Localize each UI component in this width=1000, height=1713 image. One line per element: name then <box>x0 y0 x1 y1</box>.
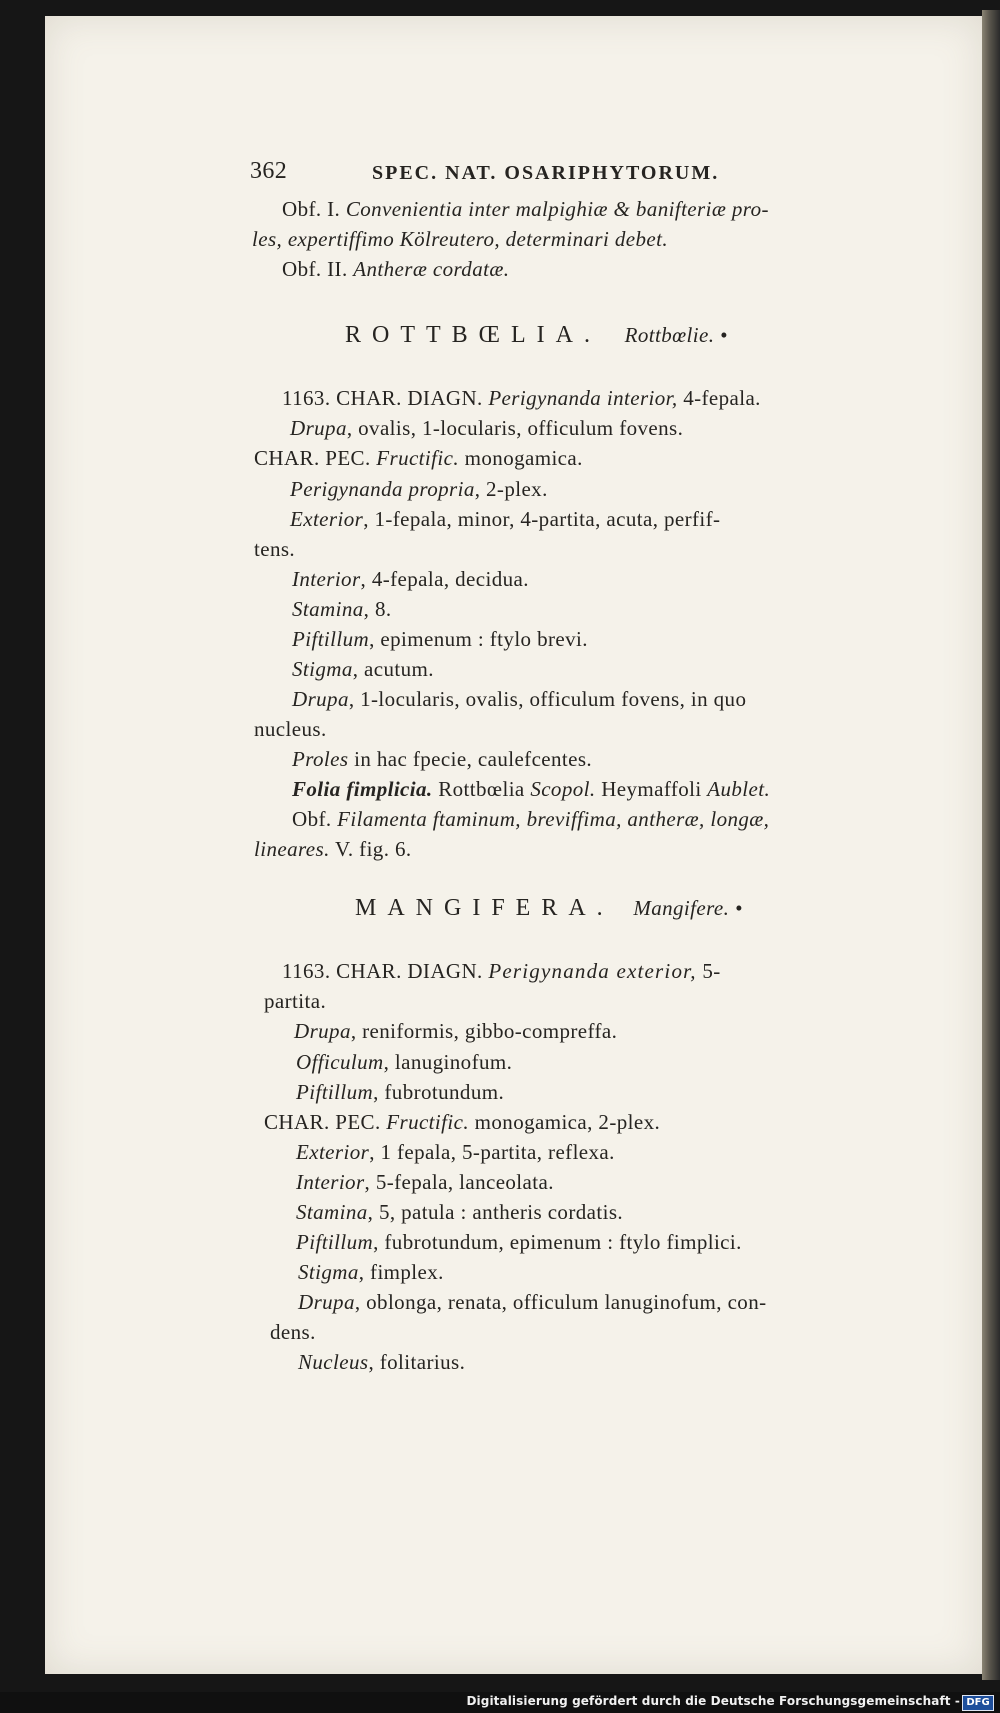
text-line <box>298 1349 465 1375</box>
text-line <box>296 1139 615 1165</box>
text-line: dens. <box>270 1320 316 1344</box>
text-line <box>296 1169 554 1195</box>
obs1-label: Obf. I. <box>282 197 341 221</box>
text-line <box>264 1109 660 1135</box>
char-diagn-label: 1163. CHAR. DIAGN. <box>282 959 483 983</box>
text-line <box>290 415 683 441</box>
line-author: Scopol. <box>530 777 596 801</box>
intro-line-3 <box>282 256 509 282</box>
line-term: Stamina <box>292 597 364 621</box>
line-desc: , 4-fepala, decidua. <box>360 567 529 591</box>
line-desc: , epimenum : ftylo brevi. <box>369 627 588 651</box>
page-number: 362 <box>250 158 288 184</box>
line-term: Perigynanda interior, <box>488 386 678 410</box>
line-desc: , reniformis, gibbo-compreffa. <box>350 1019 618 1043</box>
text-line <box>294 1018 617 1044</box>
line-term: Fructific. <box>386 1110 469 1134</box>
text-line <box>282 385 761 411</box>
line-desc: , fubrotundum, epimenum : ftylo fimplici. <box>373 1230 742 1254</box>
line-desc: , lanuginofum. <box>383 1050 513 1074</box>
line-desc: monogamica, 2-plex. <box>474 1110 661 1134</box>
text-line: tens. <box>254 537 296 561</box>
char-diagn-label: 1163. CHAR. DIAGN. <box>282 386 483 410</box>
line-desc: , fubrotundum. <box>373 1080 505 1104</box>
text-line <box>292 656 434 682</box>
text-line <box>292 746 592 772</box>
genus-name: MANGIFERA. <box>355 895 614 921</box>
genus-name: ROTTBŒLIA. <box>345 322 601 348</box>
line-desc: , fimplex. <box>358 1260 444 1284</box>
line-desc: 4-fepala. <box>683 386 761 410</box>
obs1-text: Convenientia inter malpighiæ & banifteriæ pro- <box>345 197 769 221</box>
line-desc: , folitarius. <box>368 1350 466 1374</box>
section-title-rottboelia <box>345 322 728 348</box>
text-line: partita. <box>264 989 327 1013</box>
line-term: Exterior <box>290 507 364 531</box>
line-term: Stigma <box>298 1260 359 1284</box>
footer-bar <box>0 1692 1000 1713</box>
text-line <box>292 806 769 832</box>
intro-line-2: les, expertiffimo Kölreutero, determinari debet. <box>252 227 668 251</box>
genus-vernacular: Mangifere. • <box>633 896 743 920</box>
line-term: Drupa <box>298 1290 355 1314</box>
text-line <box>290 506 720 532</box>
genus-vernacular: Rottbœlie. • <box>624 323 728 347</box>
line-desc: , 1-locularis, ovalis, officulum fovens, in quo <box>348 687 747 711</box>
text-line <box>296 1199 623 1225</box>
line-desc: V. fig. 6. <box>335 837 412 861</box>
line-desc: , oblonga, renata, officulum lanuginofum, con- <box>354 1290 767 1314</box>
line-term: Fructific. <box>376 446 459 470</box>
text-line <box>292 566 529 592</box>
text-line <box>254 836 412 862</box>
line-term: Nucleus <box>298 1350 369 1374</box>
text-line <box>292 686 746 712</box>
line-desc: , acutum. <box>352 657 434 681</box>
obs-label: Obf. <box>292 807 332 831</box>
running-title: SPEC. NAT. OSARIPHYTORUM. <box>372 162 720 184</box>
line-desc: 5- <box>702 959 721 983</box>
obs2-label: Obf. II. <box>282 257 348 281</box>
line-desc: in hac fpecie, caulefcentes. <box>354 747 593 771</box>
line-term: Perigynanda exterior, <box>488 959 697 983</box>
line-desc: Heymaffoli <box>601 777 702 801</box>
text-line <box>296 1079 504 1105</box>
text-line <box>282 958 721 984</box>
line-desc: , 1-fepala, minor, 4-partita, acuta, perfif- <box>363 507 721 531</box>
text-line <box>296 1049 512 1075</box>
line-desc: , 5-fepala, lanceolata. <box>364 1170 554 1194</box>
line-term: Exterior <box>296 1140 370 1164</box>
obs2-text: Antheræ cordatæ. <box>353 257 510 281</box>
line-term: Interior <box>296 1170 365 1194</box>
line-desc: , ovalis, 1-locularis, officulum fovens. <box>346 416 684 440</box>
line-term: Piftillum <box>296 1080 374 1104</box>
line-term: Filamenta ftaminum, breviffima, antheræ, longæ, <box>337 807 770 831</box>
line-term: Officulum <box>296 1050 384 1074</box>
line-term: lineares. <box>254 837 330 861</box>
text-line <box>298 1289 767 1315</box>
line-term: Piftillum <box>296 1230 374 1254</box>
line-term: Folia fimplicia. <box>292 777 433 801</box>
page-edge <box>982 10 1000 1680</box>
text-line <box>292 776 770 802</box>
line-term: Drupa <box>294 1019 351 1043</box>
line-term: Drupa <box>292 687 349 711</box>
line-term: Stamina <box>296 1200 368 1224</box>
line-term: Perigynanda propria <box>290 477 475 501</box>
line-term: Stigma <box>292 657 353 681</box>
line-term: Piftillum <box>292 627 370 651</box>
char-pec-label: CHAR. PEC. <box>254 446 371 470</box>
text-line <box>296 1229 742 1255</box>
text-line <box>292 626 588 652</box>
book-page <box>45 16 982 1674</box>
text-line <box>298 1259 444 1285</box>
line-term: Drupa <box>290 416 347 440</box>
char-pec-label: CHAR. PEC. <box>264 1110 381 1134</box>
text-line <box>292 596 392 622</box>
intro-line-1 <box>282 196 769 222</box>
line-term: Interior <box>292 567 361 591</box>
text-line: nucleus. <box>254 717 327 741</box>
text-line <box>290 476 548 502</box>
text-line <box>254 445 583 471</box>
line-desc: Rottbœlia <box>438 777 525 801</box>
section-title-mangifera <box>355 895 743 921</box>
line-desc: , 5, patula : antheris cordatis. <box>367 1200 624 1224</box>
line-desc: , 2-plex. <box>474 477 548 501</box>
line-desc: , 8. <box>363 597 392 621</box>
dfg-logo: DFG <box>962 1695 994 1711</box>
footer-credit: Digitalisierung gefördert durch die Deutsche Forschungsgemeinschaft - <box>466 1694 960 1708</box>
line-term: Proles <box>292 747 349 771</box>
line-author: Aublet. <box>707 777 771 801</box>
line-desc: monogamica. <box>464 446 583 470</box>
line-desc: , 1 fepala, 5-partita, reflexa. <box>369 1140 615 1164</box>
